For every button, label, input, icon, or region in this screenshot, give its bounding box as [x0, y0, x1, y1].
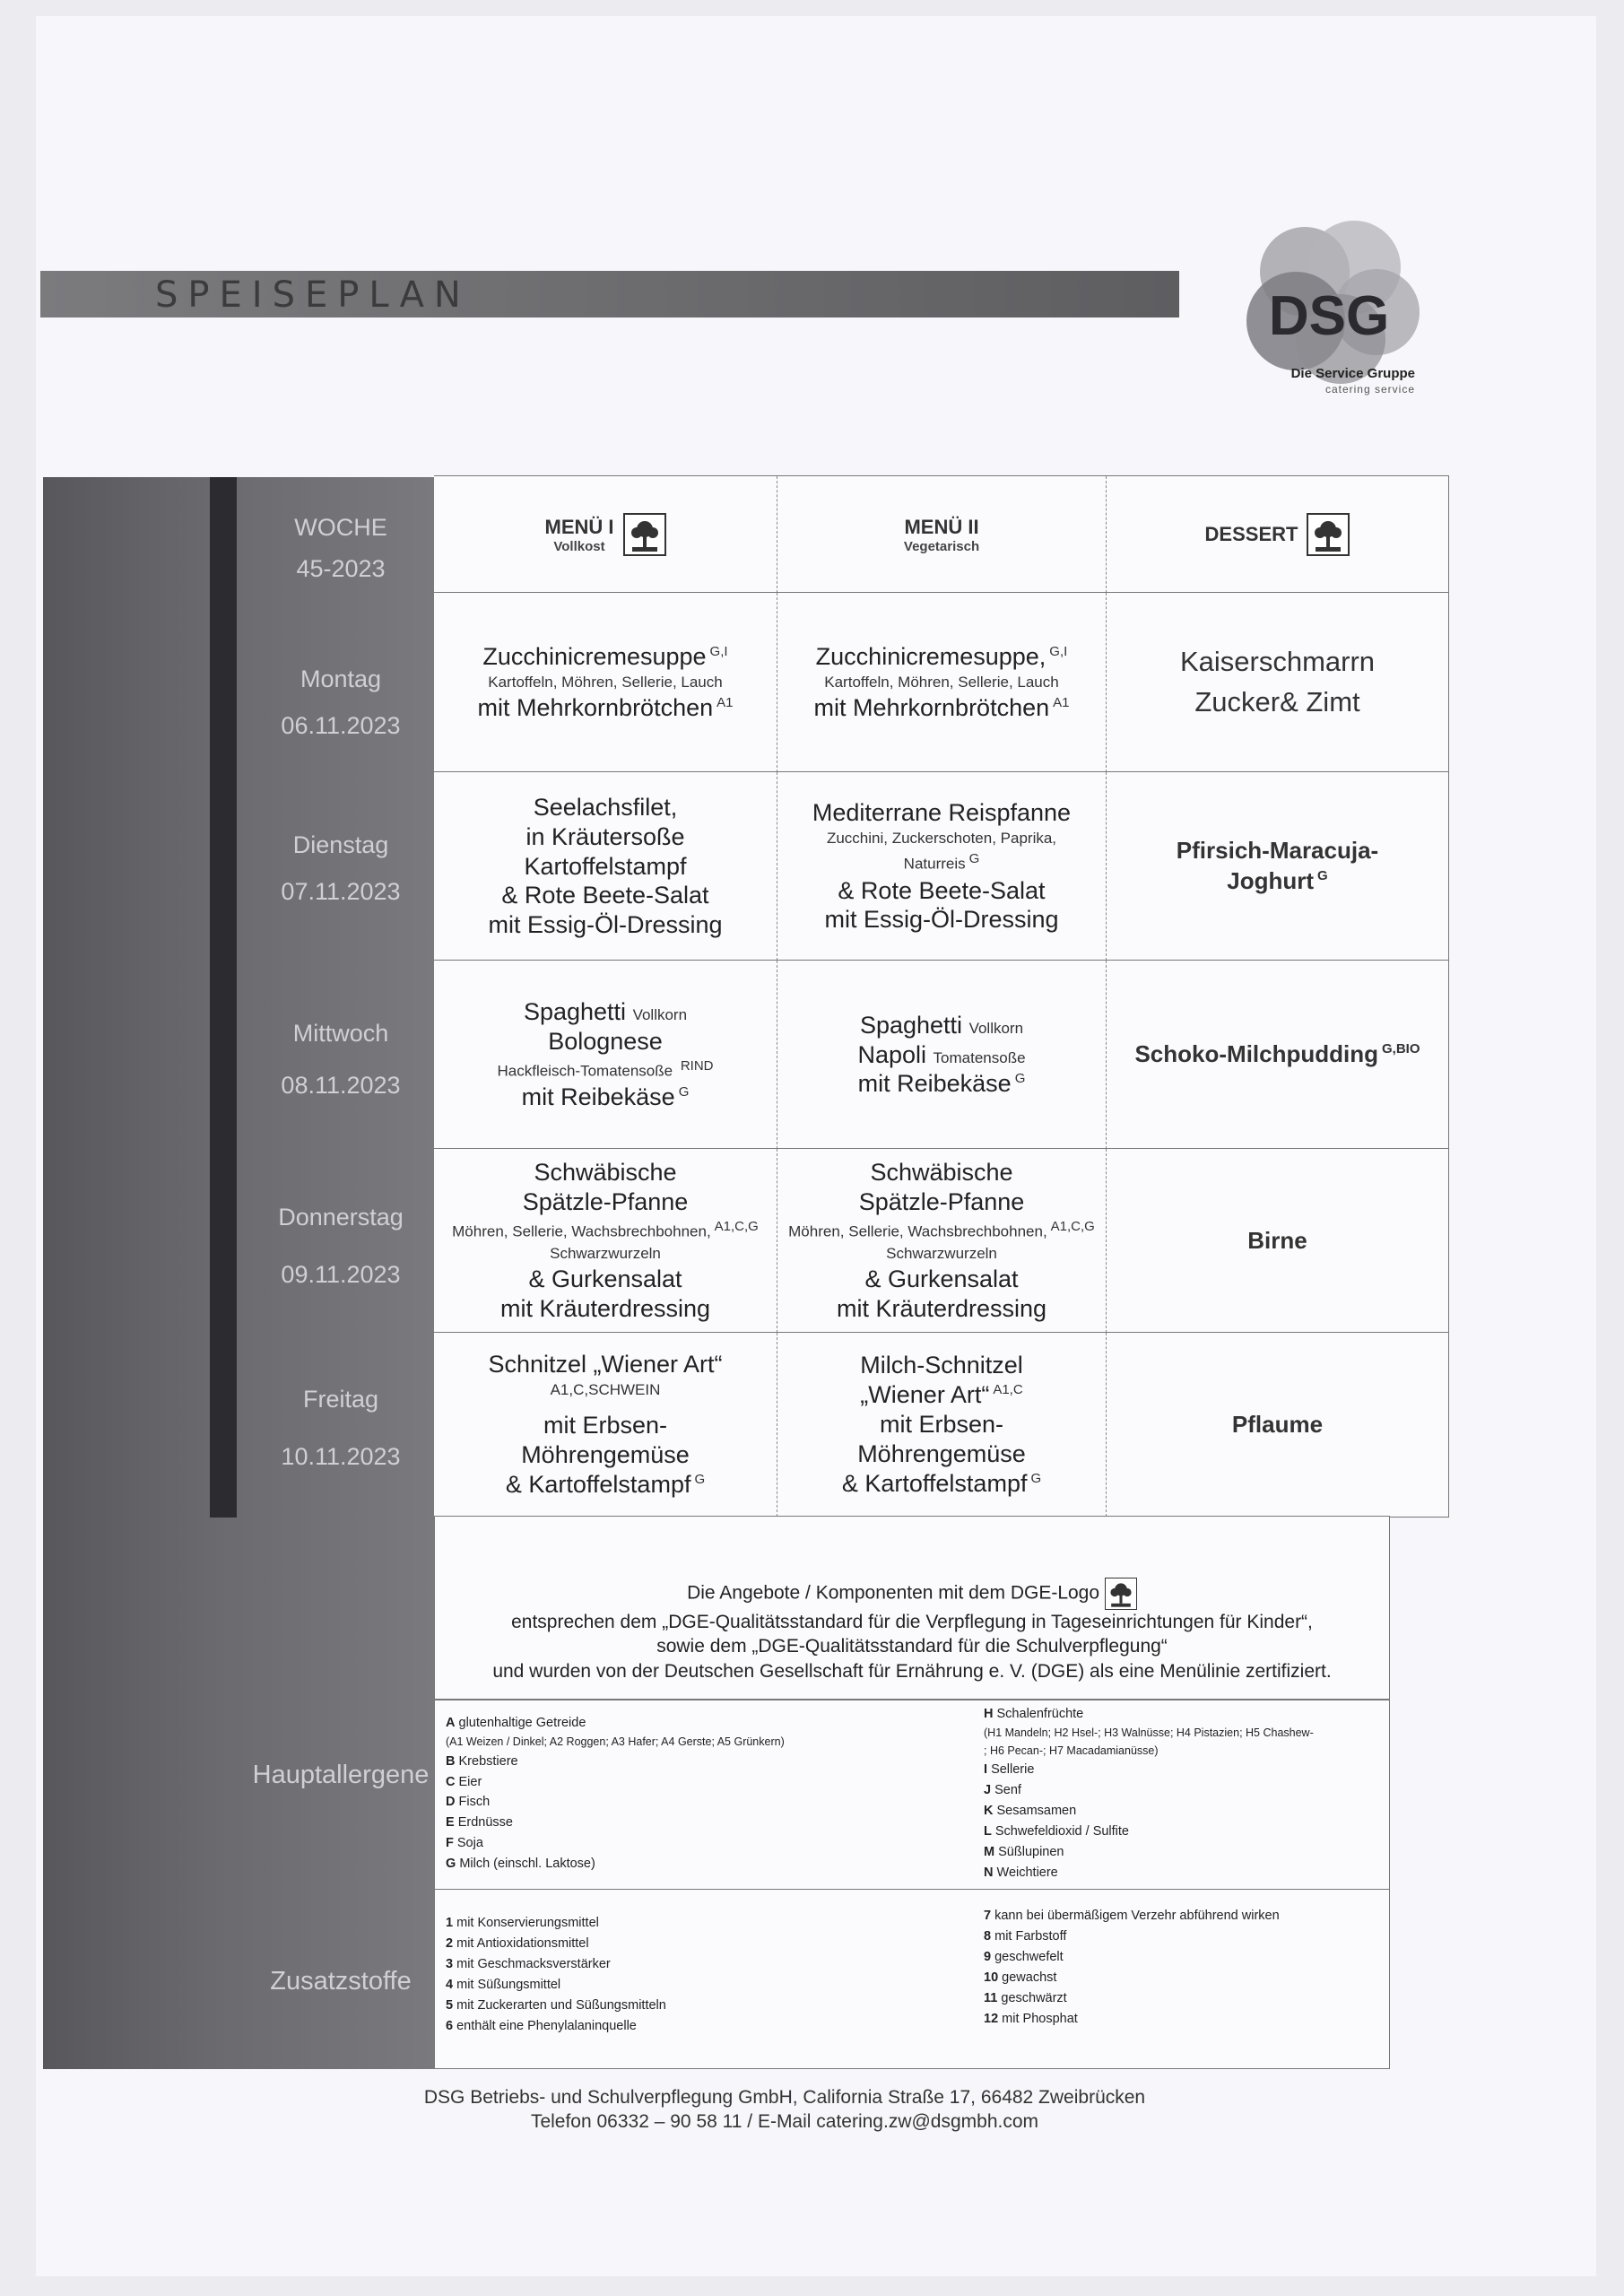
dish-title: Bolognese: [548, 1027, 663, 1055]
dish-side: Möhrengemüse: [521, 1440, 690, 1468]
day-date: 10.11.2023: [281, 1442, 401, 1470]
info-line: Die Angebote / Komponenten mit dem DGE-Logo: [687, 1582, 1100, 1604]
footer: [269, 2085, 1300, 2135]
list-item: 11 geschwärzt: [984, 1990, 1067, 2005]
dish-side: & Rote Beete-Salat: [838, 876, 1046, 904]
info-line: entsprechen dem „DGE-Qualitätsstandard für die Verpflegung in Tageseinrichtungen für Kinder“,: [511, 1612, 1313, 1632]
header-menu2: [777, 476, 1107, 593]
dish-components: Schwarzwurzeln: [886, 1244, 997, 1262]
dish-side: Möhrengemüse: [857, 1439, 1026, 1467]
dish-title: Spätzle-Pfanne: [522, 1187, 689, 1215]
allergens-list-left: [446, 1713, 785, 1874]
dish-title: Seelachsfilet,: [533, 793, 678, 821]
dish-side: mit Essig-Öl-Dressing: [488, 911, 723, 939]
list-item: G Milch (einschl. Laktose): [446, 1857, 595, 1872]
list-item: F Soja: [446, 1836, 483, 1851]
menu1-cell: [434, 772, 777, 961]
list-item: H Schalenfrüchte: [984, 1707, 1084, 1721]
list-item: N Weichtiere: [984, 1865, 1058, 1880]
menu2-cell: Spaghetti Vollkorn Napoli Tomatensoße mit Reibekäse $^G$: [777, 961, 1107, 1149]
day-row-thursday: [434, 1148, 1449, 1333]
footer-contact: Telefon 06332 – 90 58 11 / E-Mail catering.zw@dsgmbh.com: [530, 2111, 1039, 2133]
list-item: B Krebstiere: [446, 1753, 518, 1769]
list-item: 4 mit Süßungsmittel: [446, 1977, 561, 1992]
column-subtitle: Vollkost: [553, 538, 605, 554]
menu2-cell: Schwäbische Spätzle-Pfanne Möhren, Sellerie, Wachsbrechbohnen, A1,C,G Schwarzwurzeln & Gurkensalat mit Kräuterdressing: [777, 1149, 1107, 1333]
dish-components: in Kräutersoße: [525, 822, 685, 850]
dessert-line: Pfirsich-Maracuja-: [1176, 837, 1379, 865]
list-item: 12 mit Phosphat: [984, 2011, 1078, 2026]
list-item: 5 mit Zuckerarten und Süßungsmitteln: [446, 1997, 666, 2013]
day-name: Dienstag: [292, 831, 389, 858]
dessert-cell: [1107, 593, 1449, 772]
list-item: M Süßlupinen: [984, 1845, 1064, 1860]
dge-logo-icon: [1105, 1578, 1137, 1610]
header-menu1: [434, 476, 777, 593]
list-item: 7 kann bei übermäßigem Verzehr abführend wirken: [984, 1909, 1280, 1923]
dessert-cell: Schoko-Milchpudding $^{G,BIO}$: [1107, 961, 1449, 1149]
day-name: Mittwoch: [292, 1020, 389, 1047]
day-label-monday: [251, 659, 430, 747]
logo-name: Die Service Gruppe: [1290, 366, 1415, 381]
day-label-friday: [251, 1379, 430, 1478]
dish-title: Schwäbische: [534, 1158, 677, 1186]
logo-brand: DSG: [1268, 285, 1390, 347]
dish-side: mit Erbsen-: [879, 1411, 1004, 1439]
list-item: A glutenhaltige Getreide: [446, 1716, 586, 1730]
list-item: 2 mit Antioxidationsmittel: [446, 1935, 589, 1951]
page-title: SPEISEPLAN: [155, 274, 471, 316]
dish-title: Milch-Schnitzel: [860, 1352, 1023, 1379]
menu2-cell: Milch-Schnitzel „Wiener Art“ $^{A1,C}$ mit Erbsen- Möhrengemüse & Kartoffelstampf $^G$: [777, 1333, 1107, 1517]
dessert-line: Kaiserschmarrn: [1179, 646, 1376, 678]
dge-logo-icon: [1307, 513, 1350, 556]
additives-box: [434, 1890, 1390, 2069]
day-name: Freitag: [302, 1386, 379, 1413]
allergens-label: Hauptallergene: [252, 1761, 430, 1789]
list-item: (A1 Weizen / Dinkel; A2 Roggen; A3 Hafer; A4 Gerste; A5 Grünkern): [446, 1735, 785, 1748]
menu1-cell: Spaghetti Vollkorn Bolognese Hackfleisch-Tomatensoße RIND mit Reibekäse $^G$: [434, 961, 777, 1149]
dish-side: mit Essig-Öl-Dressing: [824, 906, 1059, 934]
dge-logo-icon: [623, 513, 666, 556]
day-date: 06.11.2023: [281, 711, 401, 739]
dish-title: Spätzle-Pfanne: [858, 1187, 1025, 1215]
logo-subtitle: catering service: [1324, 383, 1415, 396]
day-date: 08.11.2023: [281, 1071, 401, 1099]
info-line: und wurden von der Deutschen Gesellschaft für Ernährung e. V. (DGE) als eine Menülinie zertifiziert.: [492, 1660, 1332, 1682]
additives-list-right: [984, 1906, 1280, 2029]
allergens-list-right: [984, 1704, 1314, 1883]
list-item: C Eier: [446, 1774, 482, 1789]
list-item: ; H6 Pecan-; H7 Macadamianüsse): [984, 1744, 1159, 1757]
day-row-monday: [434, 592, 1449, 772]
dish-title: Schnitzel „Wiener Art“: [488, 1351, 723, 1378]
dessert-line: Zucker& Zimt: [1194, 686, 1360, 718]
dish-components: Kartoffeln, Möhren, Sellerie, Lauch: [488, 673, 723, 691]
dish-side: & Rote Beete-Salat: [501, 882, 709, 909]
column-title: MENÜ II: [904, 515, 979, 538]
header-row: [434, 475, 1449, 593]
list-item: L Schwefeldioxid / Sulfite: [984, 1824, 1129, 1839]
day-name: Donnerstag: [278, 1204, 404, 1231]
dish-side: Kartoffelstampf: [524, 852, 687, 880]
week-block: [251, 508, 430, 590]
list-item: 6 enthält eine Phenylalaninquelle: [446, 2018, 637, 2033]
day-date: 09.11.2023: [281, 1260, 401, 1288]
dish-side: mit Erbsen-: [543, 1411, 668, 1439]
left-stripe: [210, 477, 237, 1518]
menu2-cell: Mediterrane Reispfanne Zucchini, Zuckerschoten, Paprika, Naturreis G & Rote Beete-Salat mit Essig-Öl-Dressing: [777, 772, 1107, 961]
list-item: D Fisch: [446, 1795, 491, 1810]
dish-title: Schwäbische: [870, 1158, 1013, 1186]
menu-grid: [434, 475, 1449, 1516]
column-title: MENÜ I: [544, 515, 614, 538]
list-item: J Senf: [984, 1783, 1021, 1798]
day-date: 07.11.2023: [281, 877, 401, 905]
dish-title: Mediterrane Reispfanne: [812, 798, 1072, 826]
dish-side: & Gurkensalat: [864, 1265, 1019, 1293]
dessert-cell: [1107, 1149, 1449, 1333]
dish-side: & Gurkensalat: [528, 1265, 682, 1293]
list-item: I Sellerie: [984, 1762, 1035, 1778]
week-number: 45-2023: [296, 554, 386, 582]
info-line: sowie dem „DGE-Qualitätsstandard für die Schulverpflegung“: [656, 1636, 1168, 1657]
day-row-wednesday: [434, 960, 1449, 1149]
dish-components: Schwarzwurzeln: [550, 1244, 661, 1262]
dish-components: Zucchini, Zuckerschoten, Paprika,: [826, 829, 1057, 847]
list-item: K Sesamsamen: [984, 1804, 1077, 1819]
list-item: 1 mit Konservierungsmittel: [446, 1916, 599, 1930]
menu1-cell: Schwäbische Spätzle-Pfanne Möhren, Sellerie, Wachsbrechbohnen, A1,C,G Schwarzwurzeln & Gurkensalat mit Kräuterdressing: [434, 1149, 777, 1333]
menu2-cell: Zucchinicremesuppe, $^{G,I}$ Kartoffeln, Möhren, Sellerie, Lauch mit Mehrkornbrötchen $^{A1}$: [777, 593, 1107, 772]
dish-tags: A1,C,SCHWEIN: [550, 1381, 661, 1399]
dge-info-box: [434, 1516, 1390, 1700]
day-label-tuesday: [251, 825, 430, 913]
footer-address: DSG Betriebs- und Schulverpflegung GmbH, California Straße 17, 66482 Zweibrücken: [423, 2087, 1146, 2108]
week-label: WOCHE: [294, 514, 387, 541]
day-label-wednesday: [251, 1013, 430, 1107]
list-item: (H1 Mandeln; H2 Hsel-; H3 Walnüsse; H4 Pistazien; H5 Chashew-: [984, 1726, 1314, 1739]
list-item: 3 mit Geschmacksverstärker: [446, 1956, 611, 1971]
allergens-box: [434, 1700, 1390, 1890]
dessert-cell: [1107, 1333, 1449, 1517]
dessert-line: Pflaume: [1231, 1410, 1324, 1438]
menu1-cell: Zucchinicremesuppe $^{G,I}$ Kartoffeln, Möhren, Sellerie, Lauch mit Mehrkornbrötchen $^{A1}$: [434, 593, 777, 772]
day-label-thursday: [251, 1197, 430, 1296]
dish-side: mit Kräuterdressing: [499, 1295, 711, 1323]
dessert-line: Birne: [1247, 1226, 1307, 1254]
list-item: E Erdnüsse: [446, 1815, 513, 1831]
dish-side: mit Kräuterdressing: [836, 1295, 1047, 1323]
dish-components: Kartoffeln, Möhren, Sellerie, Lauch: [824, 673, 1059, 691]
day-row-tuesday: [434, 771, 1449, 961]
title-bar: [40, 271, 1179, 317]
menu1-cell: Schnitzel „Wiener Art“ A1,C,SCHWEIN mit Erbsen- Möhrengemüse & Kartoffelstampf $^G$: [434, 1333, 777, 1517]
header-dessert: [1107, 476, 1449, 593]
list-item: 8 mit Farbstoff: [984, 1928, 1067, 1944]
column-title: DESSERT: [1204, 523, 1298, 545]
additives-label: Zusatzstoffe: [270, 1967, 412, 1996]
day-row-friday: [434, 1332, 1449, 1518]
dessert-cell: Pfirsich-Maracuja- Joghurt $^G$: [1107, 772, 1449, 961]
list-item: 9 geschwefelt: [984, 1949, 1064, 1964]
additives-list-left: [446, 1913, 666, 2036]
day-name: Montag: [300, 665, 382, 692]
list-item: 10 gewachst: [984, 1970, 1057, 1985]
column-subtitle: Vegetarisch: [903, 538, 980, 554]
